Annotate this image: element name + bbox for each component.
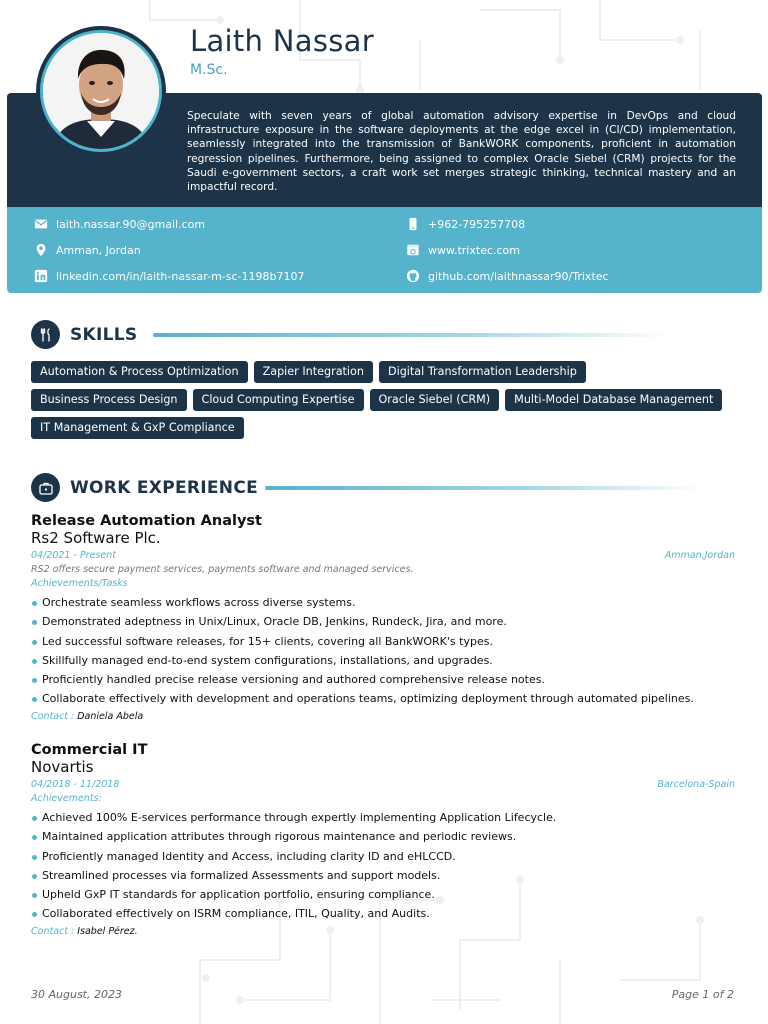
skills-heading: [31, 320, 137, 349]
skill-tag: Cloud Computing Expertise: [193, 389, 364, 411]
profile-photo: [36, 26, 166, 156]
skill-tag: Business Process Design: [31, 389, 187, 411]
candidate-name: Laith Nassar: [190, 24, 374, 58]
list-item: Upheld GxP IT standards for application portfolio, ensuring compliance.: [31, 885, 735, 904]
job-location: Barcelona-Spain: [657, 779, 735, 790]
location-pin-icon: [34, 243, 48, 257]
skill-tag: IT Management & GxP Compliance: [31, 417, 244, 439]
location-text: Amman, Jordan: [56, 243, 141, 257]
contact-website[interactable]: [406, 243, 520, 257]
envelope-icon: [34, 217, 48, 231]
experience-heading: [31, 473, 258, 502]
job-description: RS2 offers secure payment services, payments software and managed services.: [31, 564, 414, 575]
contact-phone[interactable]: [406, 217, 525, 231]
website-text: www.trixtec.com: [428, 243, 520, 257]
job-entry: [31, 513, 735, 722]
list-item: Led successful software releases, for 15+ clients, covering all BankWORK's types.: [31, 632, 735, 651]
job-location: Amman,Jordan: [664, 550, 735, 561]
contact-linkedin[interactable]: [34, 269, 304, 283]
list-item: Collaborated effectively on ISRM compliance, ITIL, Quality, and Audits.: [31, 904, 735, 923]
job-company: Rs2 Software Plc.: [31, 529, 161, 547]
contact-band: [7, 207, 762, 293]
phone-text: +962-795257708: [428, 217, 526, 231]
contact-location: [34, 243, 141, 257]
job-contact: [31, 711, 735, 722]
job-title: Commercial IT: [31, 742, 148, 758]
list-item: Demonstrated adeptness in Unix/Linux, Oracle DB, Jenkins, Rundeck, Jira, and more.: [31, 612, 735, 631]
list-item: Collaborate effectively with development and operations teams, optimizing deployment through automated pipelines.: [31, 689, 735, 708]
skill-tag: Automation & Process Optimization: [31, 361, 248, 383]
skills-list: [31, 361, 731, 439]
github-text: github.com/laithnassar90/Trixtec: [428, 269, 609, 283]
list-item: Proficiently handled precise release versioning and authored comprehensive release notes.: [31, 670, 735, 689]
avatar: [43, 33, 159, 149]
skills-divider: [153, 333, 673, 337]
contact-name: Isabel Pérez.: [77, 925, 138, 937]
contact-name: Daniela Abela: [77, 710, 144, 722]
candidate-degree: M.Sc.: [190, 62, 228, 78]
skill-tag: Zapier Integration: [254, 361, 373, 383]
skill-tag: Digital Transformation Leadership: [379, 361, 586, 383]
job-dates: 04/2021 - Present: [31, 550, 116, 561]
briefcase-icon: [31, 473, 60, 502]
job-contact: [31, 926, 735, 937]
job-meta: [31, 550, 735, 561]
list-item: Skillfully managed end-to-end system configurations, installations, and upgrades.: [31, 651, 735, 670]
linkedin-text: linkedin.com/in/laith-nassar-m-sc-1198b7107: [56, 269, 305, 283]
achievements-list: [31, 593, 735, 709]
skill-tag: Multi-Model Database Management: [505, 389, 722, 411]
github-icon: [406, 269, 420, 283]
achievements-list: [31, 808, 735, 924]
email-text: laith.nassar.90@gmail.com: [56, 217, 206, 231]
profile-summary: Speculate with seven years of global automation advisory expertise in DevOps and cloud infrastructure exposure in the software deployments at the edge excel in (CI/CD) implementation, seamlessly integrated into the transmission of BankWORK components, proficient in automation regression pipelines. Furthermore, being assigned to complex Oracle Siebel (CRM) projects for the Saudi e-government sectors, a craft work set merges strategic thinking, technical mastery and an impactful record.: [187, 110, 736, 194]
job-meta: [31, 779, 735, 790]
contact-email[interactable]: [34, 217, 205, 231]
job-title: Release Automation Analyst: [31, 513, 262, 529]
skills-title: SKILLS: [70, 324, 138, 345]
contact-github[interactable]: [406, 269, 609, 283]
contact-label: Contact :: [31, 710, 75, 722]
footer-date: 30 August, 2023: [31, 988, 122, 1001]
website-icon: [406, 243, 420, 257]
job-dates: 04/2018 - 11/2018: [31, 779, 120, 790]
job-company: Novartis: [31, 758, 94, 776]
skill-tag: Oracle Siebel (CRM): [370, 389, 500, 411]
list-item: Proficiently managed Identity and Access, including clarity ID and eHLCCD.: [31, 847, 735, 866]
achievements-label: Achievements:: [31, 793, 102, 804]
linkedin-icon: [34, 269, 48, 283]
contact-label: Contact :: [31, 925, 75, 937]
job-entry: [31, 742, 735, 937]
experience-divider: [265, 486, 705, 490]
list-item: Maintained application attributes through rigorous maintenance and periodic reviews.: [31, 827, 735, 846]
list-item: Achieved 100% E-services performance through expertly implementing Application Lifecycle.: [31, 808, 735, 827]
list-item: Orchestrate seamless workflows across diverse systems.: [31, 593, 735, 612]
experience-title: WORK EXPERIENCE: [70, 477, 259, 498]
page-number: Page 1 of 2: [671, 988, 734, 1001]
phone-icon: [406, 217, 420, 231]
list-item: Streamlined processes via formalized Assessments and support models.: [31, 866, 735, 885]
achievements-label: Achievements/Tasks: [31, 578, 128, 589]
skills-icon: [31, 320, 60, 349]
